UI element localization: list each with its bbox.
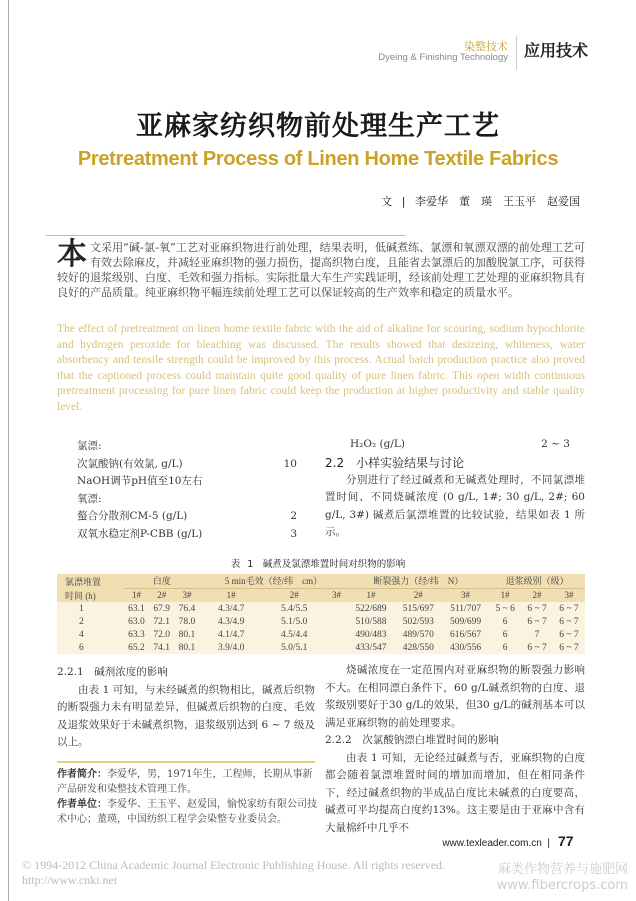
unit-label: 作者单位： (57, 799, 107, 810)
table-cell (326, 615, 348, 628)
journal-section-cn: 染整技术 (464, 40, 508, 53)
watermark (497, 862, 628, 894)
author-bio (57, 767, 317, 827)
footnote-divider (57, 761, 315, 763)
table-row (57, 641, 585, 654)
paragraph: 分别进行了经过碱煮和无碱煮处理时，不同氯漂堆置时间、不同烧碱浓度 (0 g/L, 1#; 30 g/L, 2#; 60 g/L, 3#) 碱煮后氯漂堆置的比较试验，结果如表 1 所示。 (325, 473, 585, 538)
recipe-item (77, 508, 297, 526)
footer-site (442, 838, 550, 849)
table-cell: 80.1 (178, 642, 196, 653)
table-cell: 7 (534, 629, 540, 640)
sub-header: 1# (489, 588, 521, 602)
table-cell: 72.1 (153, 616, 171, 627)
table-row (57, 602, 585, 615)
table-cell: 515/697 (402, 603, 434, 614)
copyright: © 1994-2012 China Academic Journal Electronic Publishing House. All rights reserved. http://www.cnki.net (22, 858, 458, 887)
results-table (57, 574, 585, 654)
table-cell: 6 (502, 629, 508, 640)
table-cell: 4.3/4.9 (217, 616, 245, 627)
sub-header: 1# (124, 588, 149, 602)
table-cell: 3.9/4.0 (217, 642, 245, 653)
authors: 文 | 李爱华 董 瑛 王玉平 赵爱国 (381, 195, 580, 208)
table-row (57, 615, 585, 628)
table-cell: 6 (502, 616, 508, 627)
section-heading: 2.2.1 碱剂浓度的影响 (57, 666, 168, 678)
group-header: 白度 (124, 574, 200, 588)
sub-header: 1# (347, 588, 394, 602)
article-title-en: Pretreatment Process of Linen Home Textile Fabrics (77, 148, 559, 170)
table-cell: 78.0 (178, 616, 196, 627)
table-cell: 6 ~ 7 (559, 642, 579, 653)
sub-header: 2# (263, 588, 326, 602)
table-cell: 76.4 (178, 603, 196, 614)
group-header: 退浆级别（级） (489, 574, 585, 588)
recipe-label: 螯合分散剂CM-5 (g/L) (77, 510, 188, 522)
site-url: www.texleader.com.cn (442, 838, 542, 849)
section-heading: 2.2 小样实验结果与讨论 (325, 455, 465, 470)
abstract-cn-text: 文采用“碱-氯-氧”工艺对亚麻织物进行前处理，结果表明，低碱煮练、氯漂和氧漂双漂的前处理工艺可有效去除麻皮，并减轻亚麻织物的强力损伤，提高织物白度，且能省去氯漂后的加酸脱氯工序，可获得较好的退浆级别、白度、毛效和强力指标。实际批量大车生产实践证明，经该前处理工艺处理的亚麻织物具有良好的产品质量。纯亚麻织物平幅连续前处理工艺可以保证较高的生产效率和稳定的质量水平。 (57, 241, 585, 299)
unit-text: 李爱华、王玉平、赵爱国，愉悦家纺有限公司技术中心；董瑛，中国纺织工程学会染整专业委员会。 (57, 799, 317, 825)
article-title: 亚麻家纺织物前处理生产工艺 (136, 111, 500, 142)
table-cell: 6 ~ 7 (527, 642, 547, 653)
table-cell: 2 (79, 616, 84, 627)
h2o2-label: H₂O₂ (g/L) (350, 438, 405, 450)
sub-header: 3# (326, 588, 348, 602)
table-cell: 74.1 (153, 642, 171, 653)
table-cell: 5.4/5.5 (281, 603, 308, 614)
paragraph: 由表 1 可知，与未经碱煮的织物相比，碱煮后织物的断裂强力未有明显差异，但碱煮后织物的白度、毛效及退浆效果好于未碱煮织物，退浆级别达到 6 ~ 7 级及以上。 (57, 683, 315, 748)
abstract-cn (57, 237, 585, 300)
sub-header: 2# (395, 588, 442, 602)
bio-text: 李爱华，男，1971年生，工程师，长期从事新产品研发和染整技术管理工作。 (57, 769, 313, 795)
table-cell: 502/593 (402, 616, 434, 627)
table-cell: 4.5/4.4 (281, 629, 308, 640)
right-column-bottom (325, 662, 585, 837)
table-cell: 63.3 (128, 629, 145, 640)
table-cell: 6 ~ 7 (559, 616, 579, 627)
table-cell: 6 (79, 642, 84, 653)
table-cell: 433/547 (355, 642, 387, 653)
table-cell: 63.1 (128, 603, 145, 614)
paragraph: 烧碱浓度在一定范围内对亚麻织物的断裂强力影响不大。在相同漂白条件下，60 g/L碱煮织物的白度、退浆级别要好于30 g/L的效果，但30 g/L的碱剂基本可以满足亚麻织物的前处理要求。 (325, 664, 585, 729)
header-divider (516, 36, 517, 70)
recipe-item (77, 456, 297, 474)
right-column-top (325, 436, 585, 542)
recipe-label: NaOH调节pH值至10左右 (77, 475, 203, 487)
recipe-value: 2 (290, 510, 297, 522)
sub-header: 3# (442, 588, 489, 602)
table-cell: 430/556 (449, 642, 482, 653)
h2o2-value: 2 ~ 3 (541, 438, 570, 450)
table-cell (326, 602, 348, 615)
table-row (57, 628, 585, 641)
recipe-item (77, 438, 297, 456)
recipe-item (77, 473, 297, 491)
table-cell: 4 (79, 629, 84, 640)
category-label: 应用技术 (524, 41, 589, 60)
table-cell: 5 ~ 6 (495, 603, 515, 614)
sub-header: 3# (174, 588, 199, 602)
table-cell: 522/689 (355, 603, 387, 614)
table-cell (326, 628, 348, 641)
table-cell: 1 (79, 603, 84, 614)
table-cell: 6 ~ 7 (527, 603, 547, 614)
table-cell: 80.1 (178, 629, 196, 640)
table-cell: 616/567 (449, 629, 482, 640)
paragraph: 由表 1 可知，无论经过碱煮与否，亚麻织物的白度都会随着氯漂堆置时间的增加而增加，但在相同条件下，经过碱煮织物的半成品白度比未碱煮的白度要高，碱煮可平均提高白度约13%。这主要是由于亚麻中含有大量棉纤中几乎不 (325, 751, 585, 834)
abstract-en: The effect of pretreatment on linen home textile fabric with the aid of alkaline for scouring, sodium hypochlorite and hydrogen peroxide for bleaching was discussed. The results showed that desizeing, whiteness, water absorbency and tensile strength could be improved by this process. Actual batch production practice also proved that the captioned process could maintain quite good quality of pure linen fabric. This open width continuous pretreatment processing for pure linen fabric could keep the production at higher productivity and stable quality level. (57, 323, 585, 413)
table-cell: 510/588 (355, 616, 387, 627)
table-cell: 4.3/4.7 (217, 603, 245, 614)
table-cell: 5.1/5.0 (281, 616, 308, 627)
table-cell: 6 ~ 7 (527, 616, 547, 627)
footer-separator: | (547, 838, 550, 849)
table-cell: 490/483 (355, 629, 387, 640)
drop-cap: 本 (57, 237, 87, 272)
table-cell: 489/570 (402, 629, 434, 640)
recipe-value: 10 (283, 457, 297, 470)
divider (46, 235, 406, 236)
recipe-label: 双氧水稳定剂P-CBB (g/L) (77, 527, 203, 540)
table-cell: 5.0/5.1 (281, 642, 308, 653)
recipe-item (77, 491, 297, 509)
row-header: 氯漂堆置 (57, 574, 124, 588)
group-header: 断裂强力（经/纬 N） (347, 574, 489, 588)
table-cell: 511/707 (450, 603, 481, 614)
group-header: 5 min毛效（经/纬 cm） (200, 574, 348, 588)
table-cell: 428/550 (402, 642, 434, 653)
table-cell: 6 (502, 642, 508, 653)
table-cell: 63.0 (128, 616, 145, 627)
recipe-label: 氯漂: (77, 440, 102, 452)
sub-header: 2# (149, 588, 174, 602)
bio-label: 作者简介： (57, 769, 107, 780)
table-caption: 表 1 碱煮及氯漂堆置时间对织物的影响 (230, 559, 406, 570)
recipe-list (77, 438, 297, 543)
table-cell: 72.0 (153, 629, 171, 640)
journal-section-en: Dyeing & Finishing Technology (378, 52, 508, 63)
section-heading: 2.2.2 次氯酸钠漂白堆置时间的影响 (325, 734, 499, 746)
watermark-url: www.fibercrops.com (496, 878, 628, 893)
page-number: 77 (558, 833, 574, 849)
table-cell: 65.2 (128, 642, 145, 653)
recipe-item (77, 526, 297, 544)
recipe-label: 次氯酸钠(有效氯, g/L) (77, 457, 183, 470)
table-cell: 4.1/4.7 (217, 629, 245, 640)
table-cell: 6 ~ 7 (559, 603, 579, 614)
row-header: 时间 (h) (57, 588, 124, 602)
recipe-label: 氧漂: (77, 492, 102, 505)
recipe-value: 3 (290, 527, 297, 540)
sub-header: 1# (200, 588, 263, 602)
sub-header: 3# (553, 588, 585, 602)
table-cell: 6 ~ 7 (559, 629, 579, 640)
table-cell: 509/699 (449, 616, 482, 627)
sub-header: 2# (521, 588, 553, 602)
table-cell: 67.9 (153, 603, 171, 614)
watermark-cn: 麻类作物营养与施肥网 (497, 862, 628, 877)
table-cell (326, 641, 348, 654)
section-221 (57, 664, 315, 752)
